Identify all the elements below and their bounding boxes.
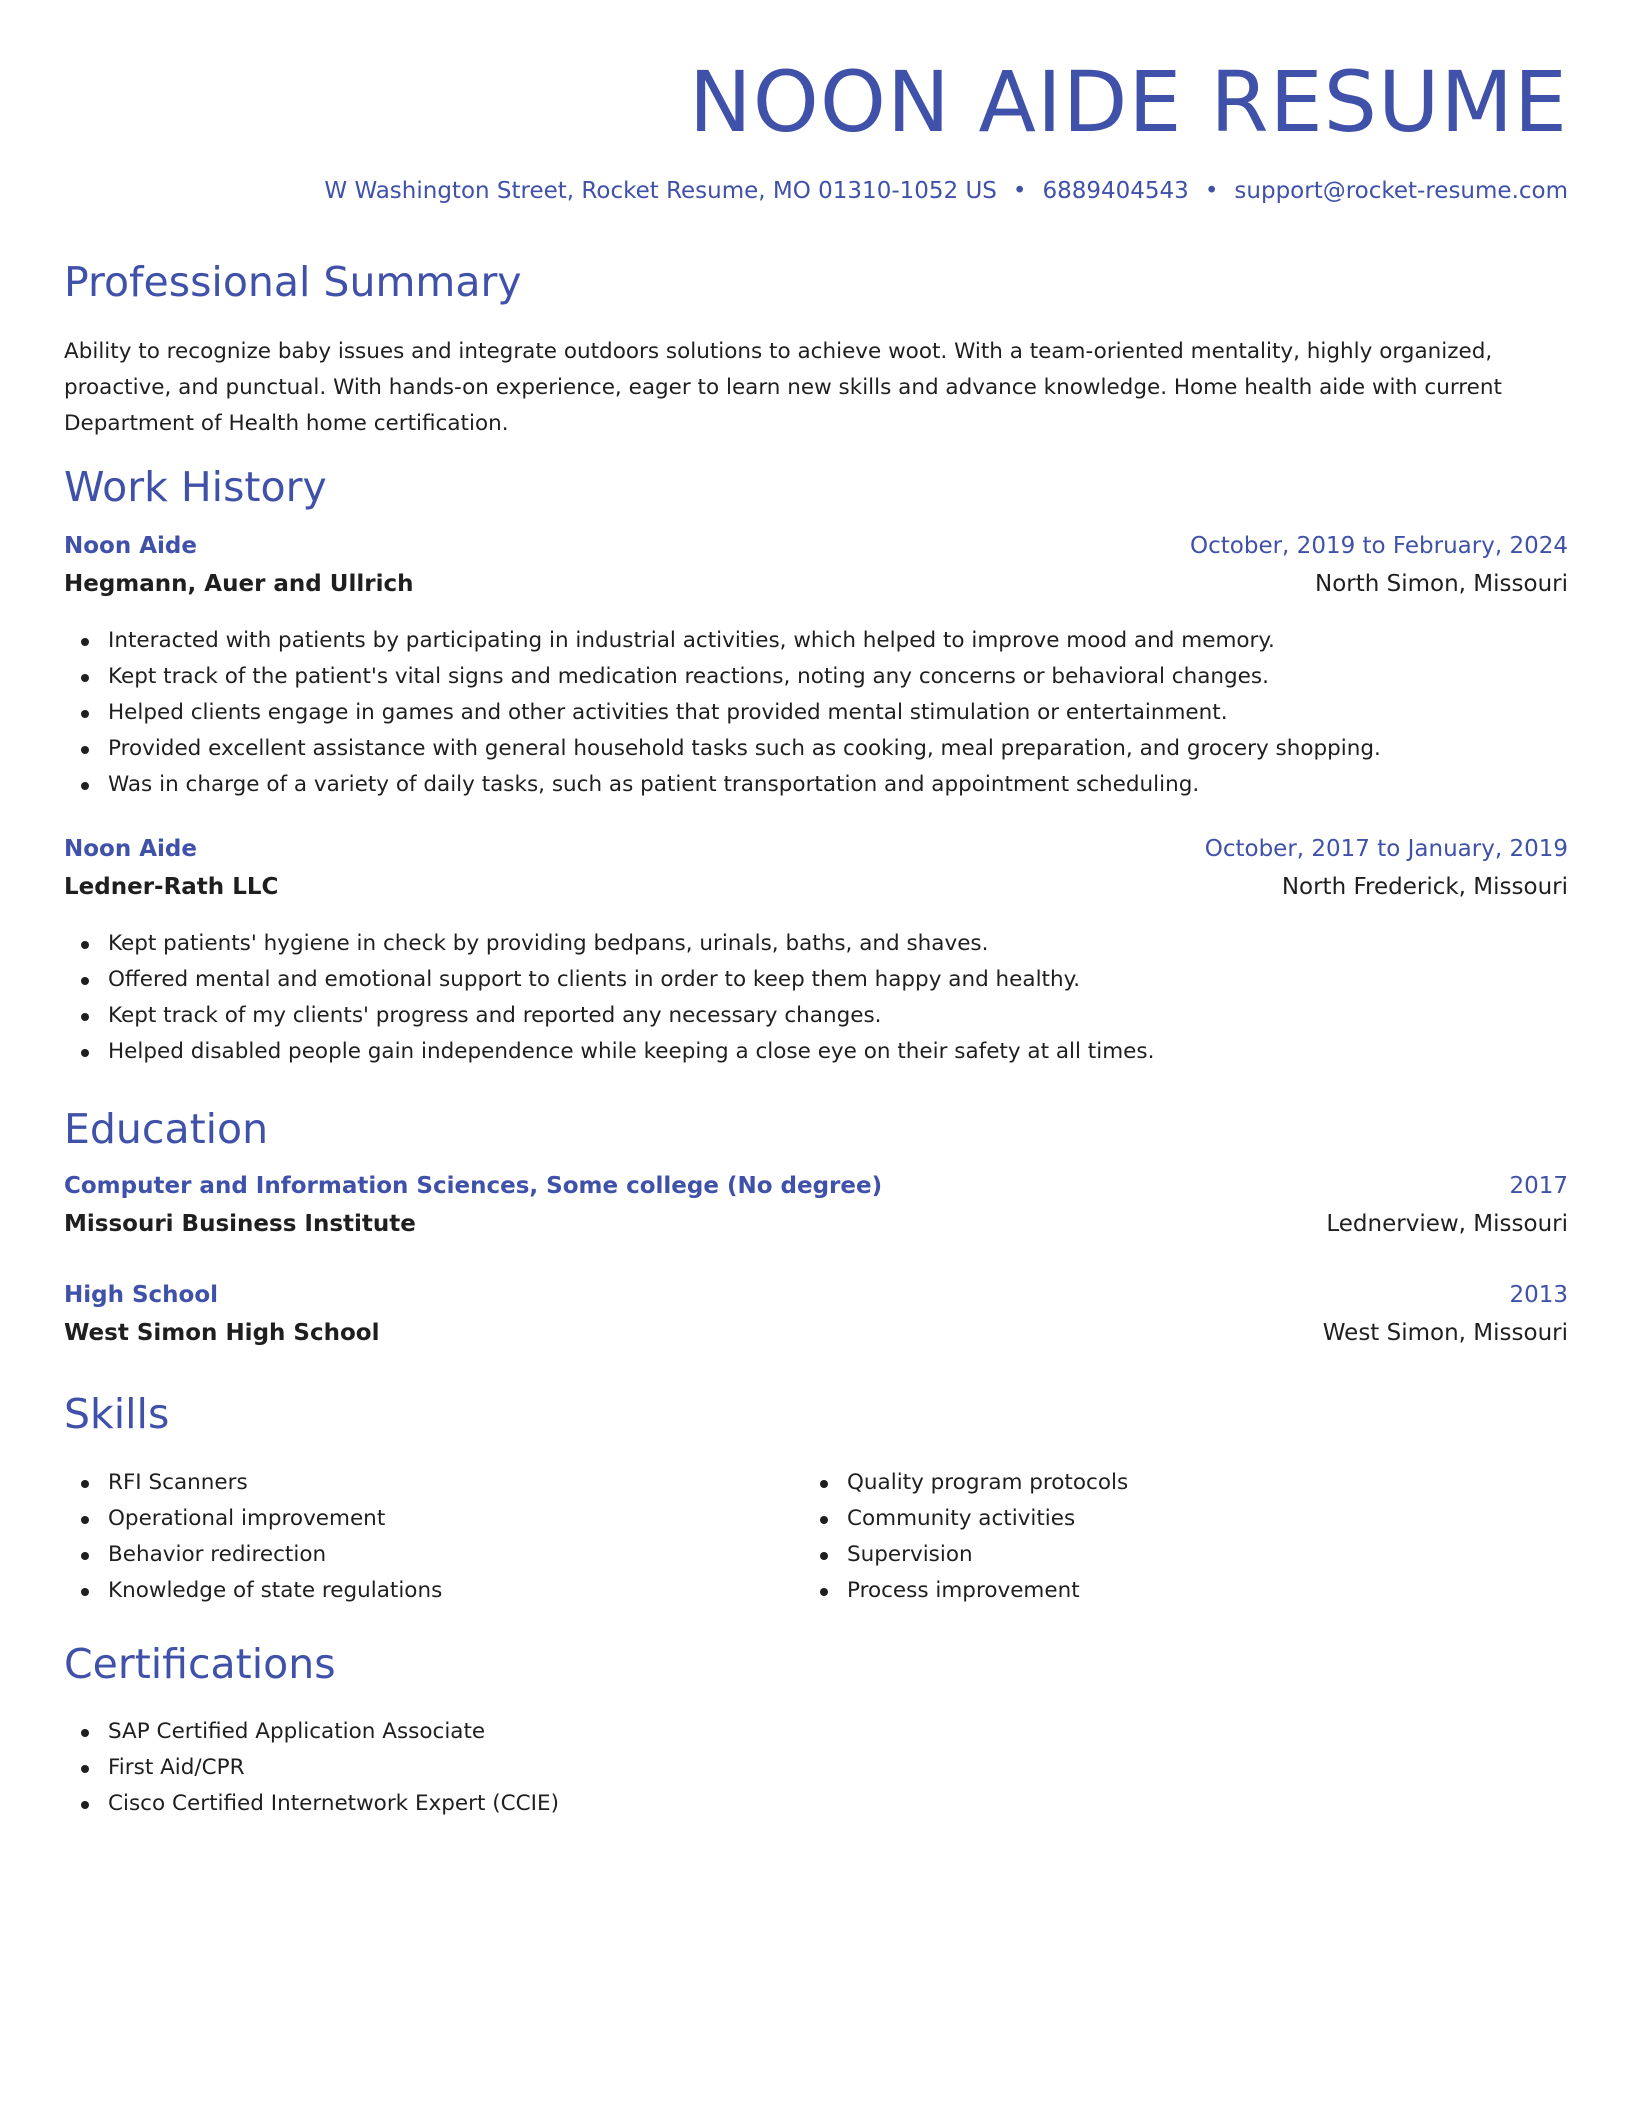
- list-item: Helped disabled people gain independence while keeping a close eye on their safety at all times.: [108, 1034, 1568, 1070]
- skill-item: Quality program protocols: [847, 1465, 1128, 1501]
- list-item: Kept track of the patient's vital signs and medication reactions, noting any concerns or behavioral changes.: [108, 659, 1568, 695]
- section-title-certifications: Certifications: [64, 1640, 336, 1688]
- contact-line: [324, 178, 1568, 204]
- skill-item: Supervision: [847, 1537, 1128, 1573]
- skill-item: Behavior redirection: [108, 1537, 442, 1573]
- education-year: 2013: [1509, 1282, 1568, 1308]
- job-role: Noon Aide: [64, 533, 197, 559]
- list-item: Kept track of my clients' progress and reported any necessary changes.: [108, 998, 1568, 1034]
- contact-address: W Washington Street, Rocket Resume, MO 01310-1052 US: [324, 178, 997, 204]
- education-school: Missouri Business Institute: [64, 1211, 416, 1237]
- certification-item: SAP Certified Application Associate: [108, 1714, 559, 1750]
- education-location: West Simon, Missouri: [1322, 1320, 1568, 1346]
- contact-email: support@rocket-resume.com: [1234, 178, 1568, 204]
- job-dates: October, 2017 to January, 2019: [1204, 836, 1568, 862]
- skill-item: RFI Scanners: [108, 1465, 442, 1501]
- education-degree: Computer and Information Sciences, Some college (No degree): [64, 1173, 883, 1199]
- certifications-list: [64, 1714, 559, 1822]
- contact-separator: •: [1012, 178, 1027, 204]
- skill-item: Community activities: [847, 1501, 1128, 1537]
- skills-list-right: [803, 1465, 1128, 1609]
- job-company: Ledner-Rath LLC: [64, 874, 279, 900]
- list-item: Offered mental and emotional support to clients in order to keep them happy and healthy.: [108, 962, 1568, 998]
- certification-item: Cisco Certified Internetwork Expert (CCIE): [108, 1786, 559, 1822]
- resume-name: NOON AIDE RESUME: [688, 53, 1568, 151]
- list-item: Was in charge of a variety of daily tasks, such as patient transportation and appointment scheduling.: [108, 767, 1568, 803]
- education-location: Lednerview, Missouri: [1326, 1211, 1568, 1237]
- skill-item: Knowledge of state regulations: [108, 1573, 442, 1609]
- job-entry: [64, 836, 1568, 1070]
- section-title-summary: Professional Summary: [64, 258, 522, 306]
- contact-phone: 6889404543: [1042, 178, 1189, 204]
- contact-separator: •: [1204, 178, 1219, 204]
- section-title-education: Education: [64, 1105, 269, 1153]
- list-item: Provided excellent assistance with general household tasks such as cooking, meal preparation, and grocery shopping.: [108, 731, 1568, 767]
- job-bullets: [64, 926, 1568, 1070]
- skill-item: Process improvement: [847, 1573, 1128, 1609]
- education-entry: [64, 1173, 1568, 1249]
- list-item: Kept patients' hygiene in check by providing bedpans, urinals, baths, and shaves.: [108, 926, 1568, 962]
- job-bullets: [64, 623, 1568, 803]
- job-dates: October, 2019 to February, 2024: [1190, 533, 1568, 559]
- skills-list-left: [64, 1465, 442, 1609]
- job-location: North Simon, Missouri: [1315, 571, 1568, 597]
- job-role: Noon Aide: [64, 836, 197, 862]
- job-location: North Frederick, Missouri: [1281, 874, 1568, 900]
- list-item: Helped clients engage in games and other activities that provided mental stimulation or entertainment.: [108, 695, 1568, 731]
- section-title-skills: Skills: [64, 1390, 170, 1438]
- summary-text: Ability to recognize baby issues and integrate outdoors solutions to achieve woot. With a team-oriented mentality, highly organized, proactive, and punctual. With hands-on experience, eager to learn new skills and advance knowledge. Home health aide with current Department of Health home certification.: [64, 339, 1502, 436]
- list-item: Interacted with patients by participating in industrial activities, which helped to improve mood and memory.: [108, 623, 1568, 659]
- job-entry: [64, 533, 1568, 803]
- education-year: 2017: [1509, 1173, 1568, 1199]
- education-school: West Simon High School: [64, 1320, 380, 1346]
- certification-item: First Aid/CPR: [108, 1750, 559, 1786]
- skill-item: Operational improvement: [108, 1501, 442, 1537]
- education-entry: [64, 1282, 1568, 1358]
- job-company: Hegmann, Auer and Ullrich: [64, 571, 414, 597]
- section-title-work-history: Work History: [64, 463, 327, 511]
- education-degree: High School: [64, 1282, 219, 1308]
